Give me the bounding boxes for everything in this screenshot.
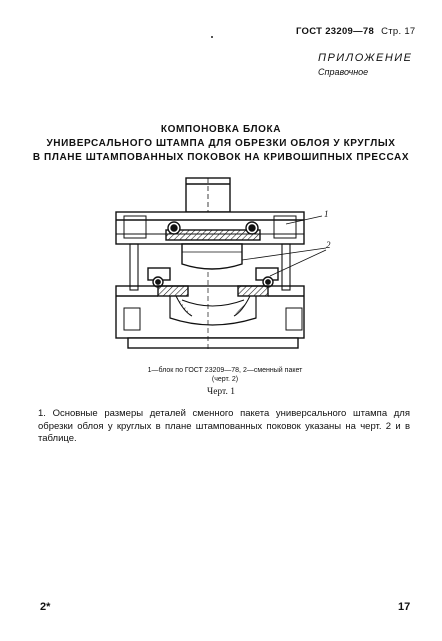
- body-paragraph: 1. Основные размеры деталей сменного пакета универсального штампа для обрезки облоя у круглых в плане штампованных поковок указаны на черт. 2 и в таблице.: [38, 408, 410, 444]
- appendix-title: ПРИЛОЖЕНИЕ: [318, 52, 413, 64]
- caption-line-2: (черт. 2): [211, 376, 239, 383]
- document-title-line-1: КОМПОНОВКА БЛОКА: [160, 124, 282, 135]
- figure-label: Черт. 1: [207, 387, 235, 397]
- footer-page-number: 17: [398, 601, 411, 613]
- callout-2: 2: [326, 240, 331, 250]
- appendix-subtitle: Справочное: [318, 67, 369, 77]
- page-number: Стр. 17: [381, 26, 416, 37]
- page-header: [296, 26, 416, 37]
- punch: [182, 244, 242, 269]
- lower-plate: [116, 286, 304, 338]
- standard-number: ГОСТ 23209—78: [296, 26, 375, 37]
- callout-1: 1: [324, 209, 329, 219]
- figure-caption: [120, 366, 330, 384]
- punch-holder: [166, 230, 260, 240]
- document-title-line-3: В ПЛАНЕ ШТАМПОВАННЫХ ПОКОВОК НА КРИВОШИПНЫХ ПРЕССАХ: [32, 152, 410, 163]
- die-assembly-drawing: [100, 172, 340, 364]
- scan-speck: [211, 36, 213, 38]
- trim-die-right: [238, 286, 268, 296]
- footer-sheet-mark: 2*: [40, 601, 51, 613]
- document-title-line-2: УНИВЕРСАЛЬНОГО ШТАМПА ДЛЯ ОБРЕЗКИ ОБЛОЯ У КРУГЛЫХ: [46, 138, 396, 149]
- trim-die-left: [158, 286, 188, 296]
- caption-line-1: 1—блок по ГОСТ 23209—78, 2—сменный пакет: [147, 367, 303, 374]
